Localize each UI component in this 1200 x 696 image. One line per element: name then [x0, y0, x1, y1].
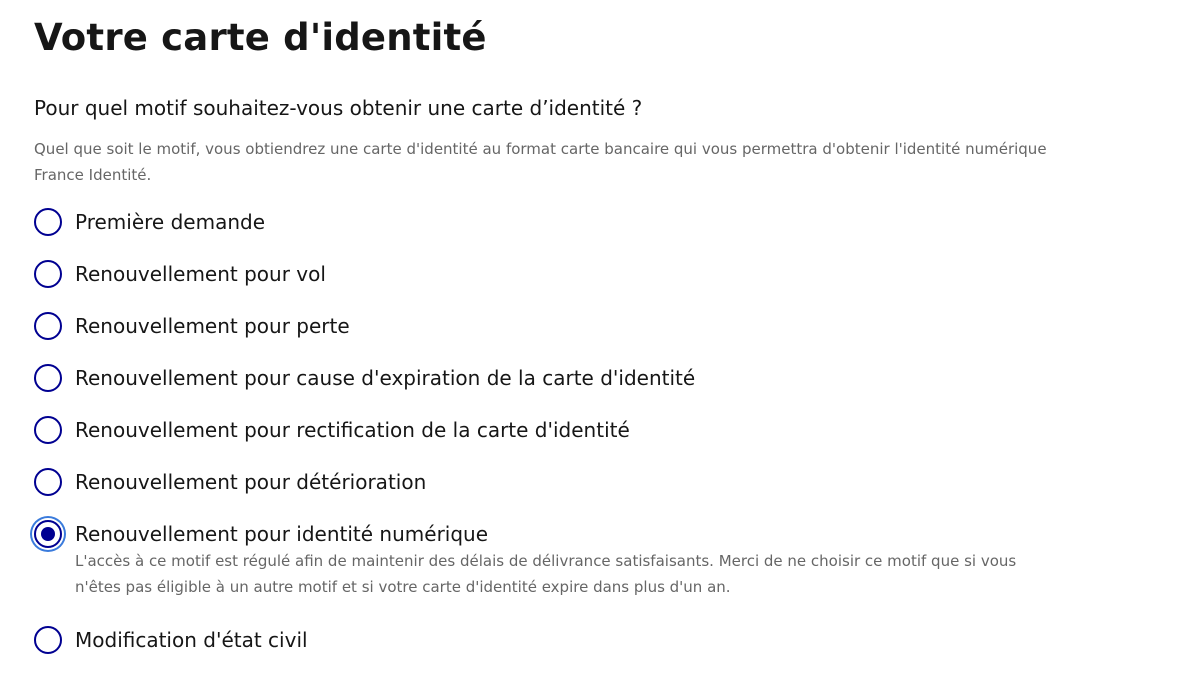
- radio-option-vol[interactable]: [34, 256, 326, 292]
- radio-option-rectification[interactable]: [34, 412, 630, 448]
- radio-option-hint: L'accès à ce motif est régulé afin de maintenir des délais de délivrance satisfaisants. Merci de ne choisir ce motif que si vous n'êtes pas éligible à un autre motif et si votre carte d'identité expire dans plus d'un an.: [75, 552, 1017, 596]
- radio-unchecked-icon[interactable]: [34, 208, 62, 236]
- radio-label: Renouvellement pour perte: [75, 314, 350, 338]
- radio-label: Modification d'état civil: [75, 628, 308, 652]
- page-title: Votre carte d'identité: [34, 16, 487, 59]
- radio-label: Première demande: [75, 210, 265, 234]
- radio-checked-icon[interactable]: [34, 520, 62, 548]
- radio-unchecked-icon[interactable]: [34, 626, 62, 654]
- radio-unchecked-icon[interactable]: [34, 468, 62, 496]
- radio-unchecked-icon[interactable]: [34, 364, 62, 392]
- radio-unchecked-icon[interactable]: [34, 416, 62, 444]
- radio-unchecked-icon[interactable]: [34, 312, 62, 340]
- radio-unchecked-icon[interactable]: [34, 260, 62, 288]
- radio-label: Renouvellement pour vol: [75, 262, 326, 286]
- radio-label: Renouvellement pour rectification de la carte d'identité: [75, 418, 630, 442]
- radio-option-identite-numerique[interactable]: [34, 516, 1065, 600]
- motif-question: Pour quel motif souhaitez-vous obtenir une carte d’identité ?: [34, 96, 643, 120]
- radio-option-expiration[interactable]: [34, 360, 695, 396]
- motif-hint: Quel que soit le motif, vous obtiendrez une carte d'identité au format carte bancaire qui vous permettra d'obtenir l'identité numérique France Identité.: [34, 140, 1047, 184]
- radio-option-deterioration[interactable]: [34, 464, 426, 500]
- radio-option-premiere-demande[interactable]: [34, 204, 265, 240]
- radio-label: Renouvellement pour cause d'expiration de la carte d'identité: [75, 366, 696, 390]
- radio-option-perte[interactable]: [34, 308, 350, 344]
- radio-label: Renouvellement pour identité numérique: [75, 522, 489, 546]
- radio-option-modification-etat-civil[interactable]: [34, 622, 308, 658]
- radio-label: Renouvellement pour détérioration: [75, 470, 427, 494]
